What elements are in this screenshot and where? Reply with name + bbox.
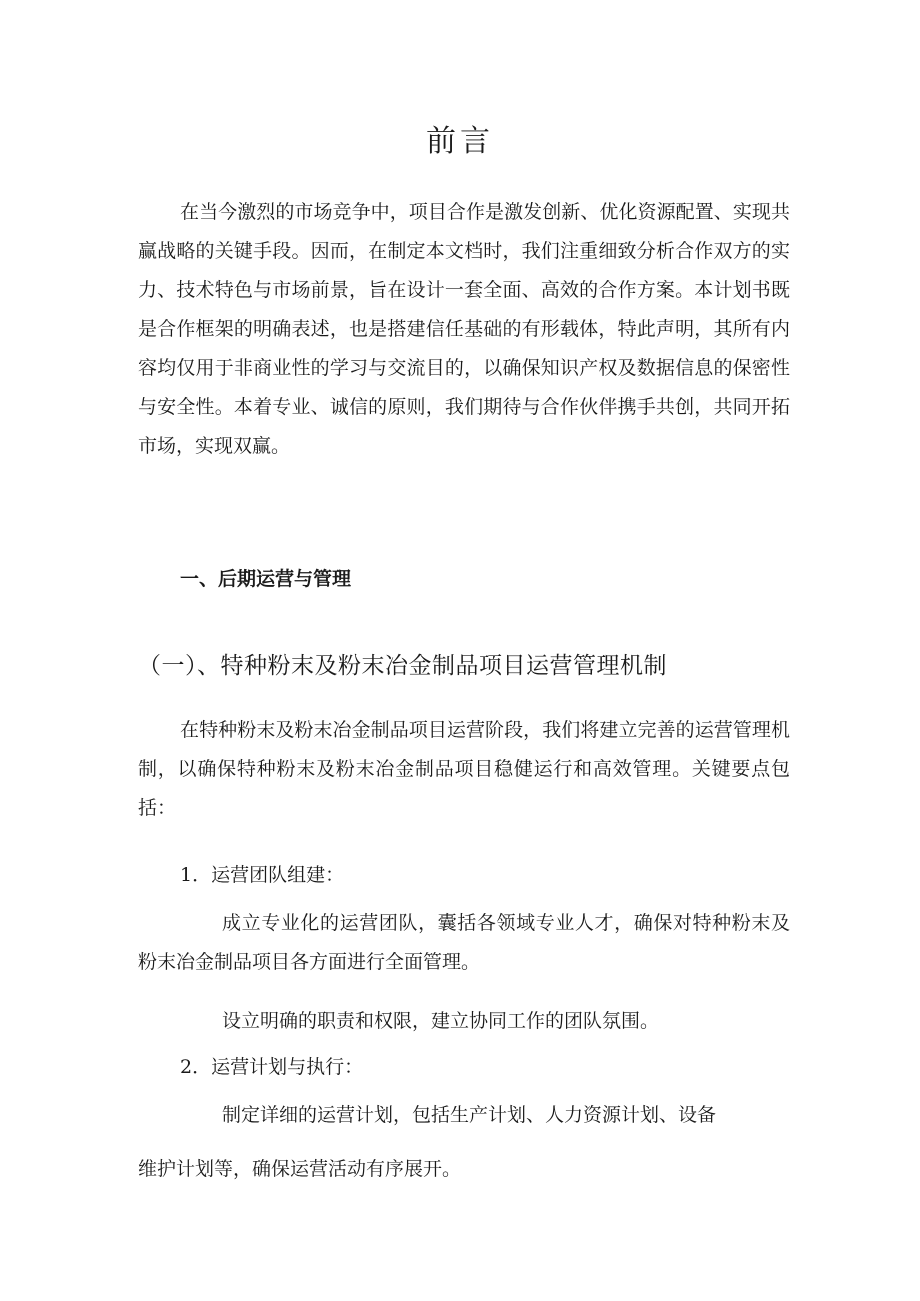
list-item-2-paragraph-1-line-1: 制定详细的运营计划，包括生产计划、人力资源计划、设备: [222, 1104, 717, 1126]
list-item-2-paragraph-1-line-2: 维护计划等，确保运营活动有序展开。: [138, 1158, 462, 1180]
intro-paragraph: 在当今激烈的市场竞争中，项目合作是激发创新、优化资源配置、实现共赢战略的关键手段。因而，在制定本文档时，我们注重细致分析合作双方的实力、技术特色与市场前景，旨在设计一套全面、高效的合作方案。本计划书既是合作框架的明确表述，也是搭建信任基础的有形载体，特此声明，其所有内容均仅用于非商业性的学习与交流目的，以确保知识产权及数据信息的保密性与安全性。本着专业、诚信的原则，我们期待与合作伙伴携手共创，共同开拓市场，实现双赢。: [138, 201, 790, 457]
page-title: 前言: [426, 124, 494, 159]
list-item-heading-2: 2．运营计划与执行：: [180, 1056, 364, 1078]
subsection-heading: （一）、特种粉末及粉末冶金制品项目运营管理机制: [138, 653, 667, 679]
list-item-1-paragraph-1: 成立专业化的运营团队，囊括各领域专业人才，确保对特种粉末及粉末冶金制品项目各方面进行全面管理。: [138, 912, 790, 973]
subsection-body-paragraph: 在特种粉末及粉末冶金制品项目运营阶段，我们将建立完善的运营管理机制，以确保特种粉末及粉末冶金制品项目稳健运行和高效管理。关键要点包括：: [138, 719, 790, 819]
list-item-heading-1: 1．运营团队组建：: [180, 864, 345, 886]
list-item-1-paragraph-2: 设立明确的职责和权限，建立协同工作的团队氛围。: [222, 1010, 660, 1032]
section-heading: 一、后期运营与管理: [180, 568, 352, 590]
